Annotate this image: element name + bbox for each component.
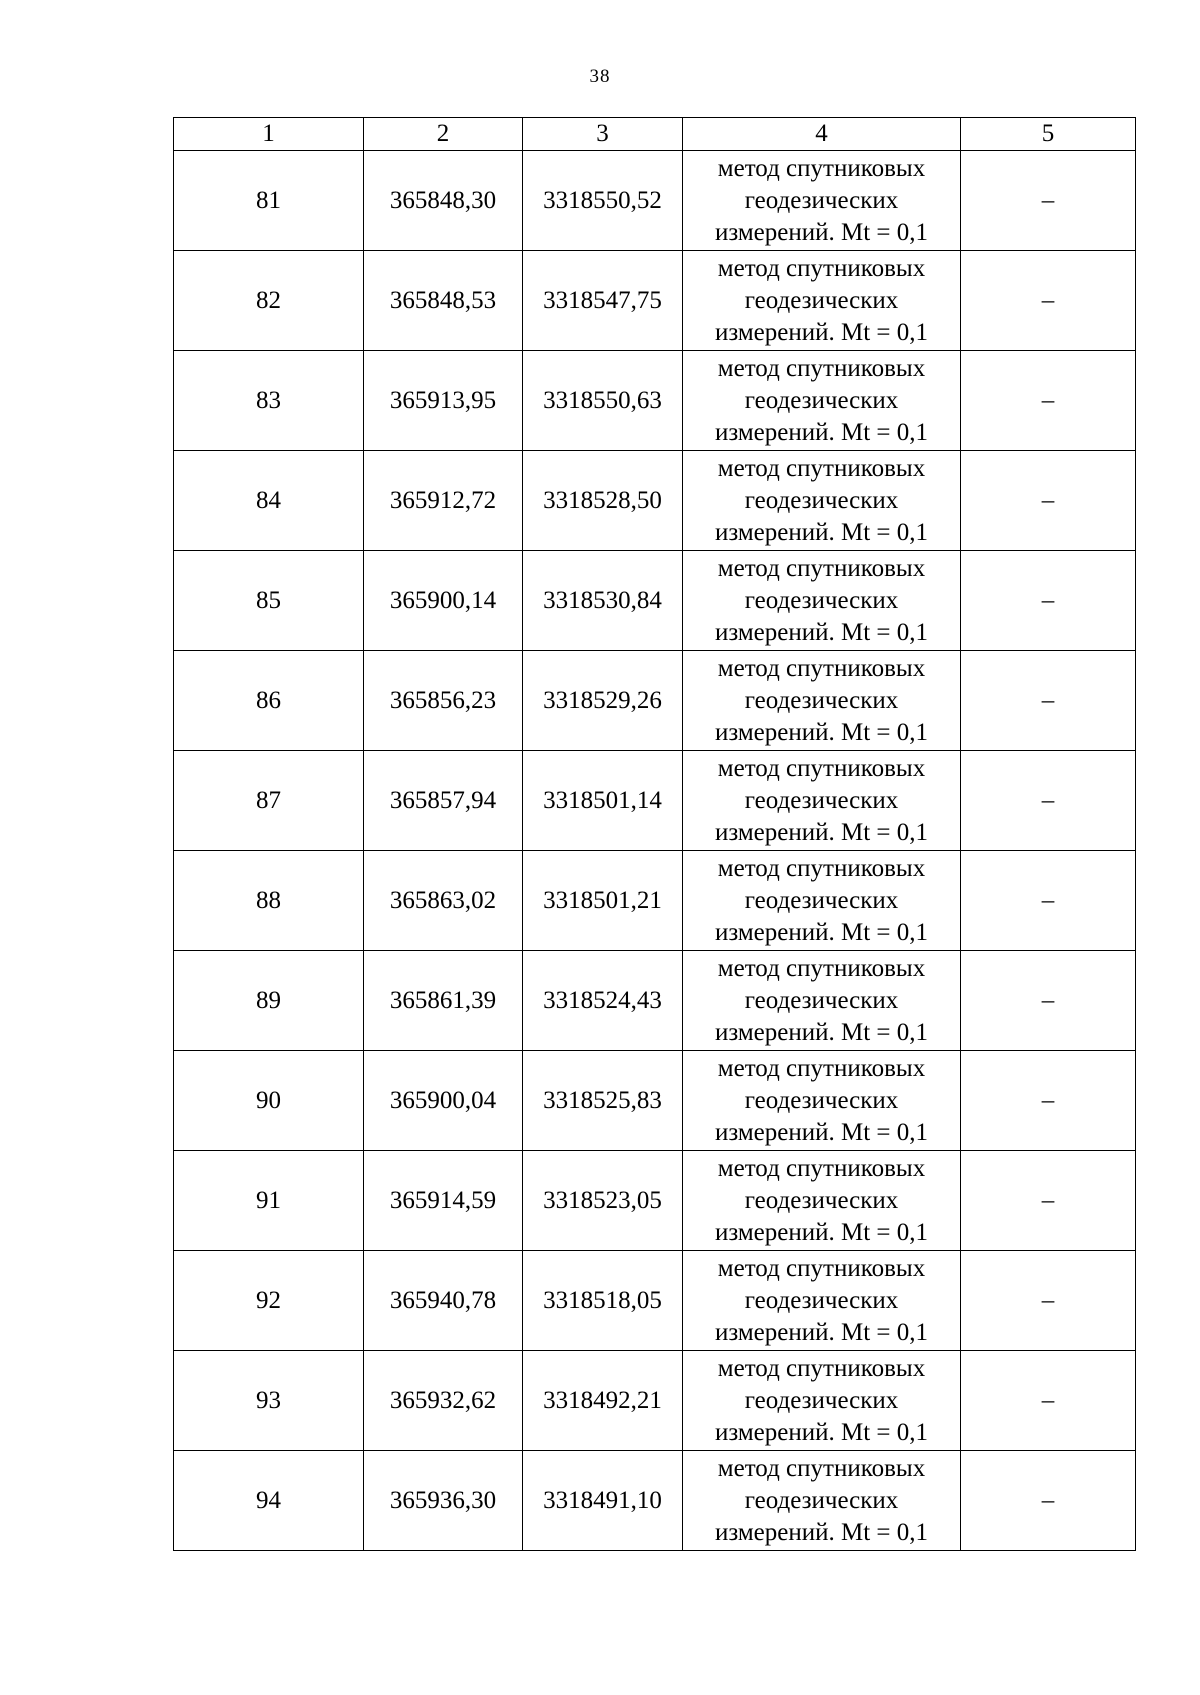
point-number-cell: 83 <box>174 351 364 451</box>
method-line: метод спутниковых <box>717 754 926 782</box>
method-line: измерений. Mt = 0,1 <box>714 918 929 946</box>
y-coordinate-cell: 3318524,43 <box>523 951 683 1051</box>
method-line: метод спутниковых <box>717 154 926 182</box>
table-row <box>174 751 1136 851</box>
method-line: геодезических <box>744 786 899 814</box>
method-line: измерений. Mt = 0,1 <box>714 618 929 646</box>
x-coordinate-cell: 365914,59 <box>364 1151 523 1251</box>
note-cell: – <box>961 551 1136 651</box>
x-coordinate-cell: 365900,04 <box>364 1051 523 1151</box>
y-coordinate-cell: 3318547,75 <box>523 251 683 351</box>
method-cell <box>683 851 961 951</box>
method-cell <box>683 1051 961 1151</box>
note-cell: – <box>961 651 1136 751</box>
point-number-cell: 92 <box>174 1251 364 1351</box>
method-line: метод спутниковых <box>717 554 926 582</box>
table-body <box>174 151 1136 1551</box>
method-line: геодезических <box>744 1086 899 1114</box>
x-coordinate-cell: 365848,30 <box>364 151 523 251</box>
table-row <box>174 1051 1136 1151</box>
y-coordinate-cell: 3318530,84 <box>523 551 683 651</box>
method-line: метод спутниковых <box>717 1254 926 1282</box>
method-line: геодезических <box>744 1386 899 1414</box>
method-line: измерений. Mt = 0,1 <box>714 318 929 346</box>
method-cell <box>683 1151 961 1251</box>
method-line: геодезических <box>744 386 899 414</box>
method-line: геодезических <box>744 686 899 714</box>
method-line: измерений. Mt = 0,1 <box>714 718 929 746</box>
method-line: метод спутниковых <box>717 1354 926 1382</box>
y-coordinate-cell: 3318501,14 <box>523 751 683 851</box>
method-line: измерений. Mt = 0,1 <box>714 1018 929 1046</box>
method-line: метод спутниковых <box>717 654 926 682</box>
point-number-cell: 87 <box>174 751 364 851</box>
x-coordinate-cell: 365900,14 <box>364 551 523 651</box>
y-coordinate-cell: 3318523,05 <box>523 1151 683 1251</box>
note-cell: – <box>961 1151 1136 1251</box>
method-line: геодезических <box>744 186 899 214</box>
y-coordinate-cell: 3318525,83 <box>523 1051 683 1151</box>
x-coordinate-cell: 365932,62 <box>364 1351 523 1451</box>
page-number: 38 <box>589 66 611 87</box>
note-cell: – <box>961 451 1136 551</box>
y-coordinate-cell: 3318492,21 <box>523 1351 683 1451</box>
point-number-cell: 86 <box>174 651 364 751</box>
method-line: метод спутниковых <box>717 454 926 482</box>
point-number-cell: 85 <box>174 551 364 651</box>
note-cell: – <box>961 151 1136 251</box>
x-coordinate-cell: 365856,23 <box>364 651 523 751</box>
table-row <box>174 151 1136 251</box>
y-coordinate-cell: 3318528,50 <box>523 451 683 551</box>
y-coordinate-cell: 3318550,63 <box>523 351 683 451</box>
method-line: геодезических <box>744 486 899 514</box>
point-number-cell: 88 <box>174 851 364 951</box>
x-coordinate-cell: 365857,94 <box>364 751 523 851</box>
method-cell <box>683 1351 961 1451</box>
header-cell-4: 4 <box>683 118 961 151</box>
method-line: геодезических <box>744 986 899 1014</box>
header-cell-1: 1 <box>174 118 364 151</box>
method-cell <box>683 1251 961 1351</box>
y-coordinate-cell: 3318550,52 <box>523 151 683 251</box>
point-number-cell: 90 <box>174 1051 364 1151</box>
coordinates-table <box>173 117 1136 1551</box>
method-cell <box>683 751 961 851</box>
table-row <box>174 1351 1136 1451</box>
method-line: измерений. Mt = 0,1 <box>714 1418 929 1446</box>
x-coordinate-cell: 365940,78 <box>364 1251 523 1351</box>
table-row <box>174 1251 1136 1351</box>
note-cell: – <box>961 851 1136 951</box>
note-cell: – <box>961 1251 1136 1351</box>
header-cell-2: 2 <box>364 118 523 151</box>
method-line: измерений. Mt = 0,1 <box>714 218 929 246</box>
method-line: измерений. Mt = 0,1 <box>714 1118 929 1146</box>
x-coordinate-cell: 365936,30 <box>364 1451 523 1551</box>
method-line: метод спутниковых <box>717 1454 926 1482</box>
method-line: измерений. Mt = 0,1 <box>714 1218 929 1246</box>
point-number-cell: 89 <box>174 951 364 1051</box>
method-line: геодезических <box>744 286 899 314</box>
method-cell <box>683 251 961 351</box>
method-line: метод спутниковых <box>717 254 926 282</box>
table-row <box>174 451 1136 551</box>
header-cell-3: 3 <box>523 118 683 151</box>
note-cell: – <box>961 751 1136 851</box>
method-line: метод спутниковых <box>717 1054 926 1082</box>
point-number-cell: 94 <box>174 1451 364 1551</box>
note-cell: – <box>961 1451 1136 1551</box>
y-coordinate-cell: 3318529,26 <box>523 651 683 751</box>
table-row <box>174 251 1136 351</box>
point-number-cell: 84 <box>174 451 364 551</box>
note-cell: – <box>961 1351 1136 1451</box>
method-cell <box>683 351 961 451</box>
x-coordinate-cell: 365913,95 <box>364 351 523 451</box>
y-coordinate-cell: 3318501,21 <box>523 851 683 951</box>
note-cell: – <box>961 951 1136 1051</box>
method-line: метод спутниковых <box>717 854 926 882</box>
method-line: измерений. Mt = 0,1 <box>714 518 929 546</box>
y-coordinate-cell: 3318518,05 <box>523 1251 683 1351</box>
table-row <box>174 351 1136 451</box>
point-number-cell: 93 <box>174 1351 364 1451</box>
method-cell <box>683 451 961 551</box>
method-line: измерений. Mt = 0,1 <box>714 1318 929 1346</box>
method-line: измерений. Mt = 0,1 <box>714 818 929 846</box>
y-coordinate-cell: 3318491,10 <box>523 1451 683 1551</box>
method-cell <box>683 1451 961 1551</box>
method-cell <box>683 951 961 1051</box>
method-cell <box>683 551 961 651</box>
x-coordinate-cell: 365861,39 <box>364 951 523 1051</box>
x-coordinate-cell: 365848,53 <box>364 251 523 351</box>
table-row <box>174 951 1136 1051</box>
method-line: геодезических <box>744 886 899 914</box>
method-cell <box>683 151 961 251</box>
point-number-cell: 82 <box>174 251 364 351</box>
point-number-cell: 81 <box>174 151 364 251</box>
method-line: измерений. Mt = 0,1 <box>714 418 929 446</box>
method-line: геодезических <box>744 586 899 614</box>
method-line: геодезических <box>744 1186 899 1214</box>
x-coordinate-cell: 365863,02 <box>364 851 523 951</box>
point-number-cell: 91 <box>174 1151 364 1251</box>
x-coordinate-cell: 365912,72 <box>364 451 523 551</box>
method-line: измерений. Mt = 0,1 <box>714 1518 929 1546</box>
method-line: метод спутниковых <box>717 1154 926 1182</box>
method-line: метод спутниковых <box>717 954 926 982</box>
method-cell <box>683 651 961 751</box>
table-header <box>174 118 1136 151</box>
method-line: геодезических <box>744 1286 899 1314</box>
table-row <box>174 551 1136 651</box>
table-row <box>174 1451 1136 1551</box>
table-row <box>174 651 1136 751</box>
table-row <box>174 851 1136 951</box>
header-cell-5: 5 <box>961 118 1136 151</box>
method-line: метод спутниковых <box>717 354 926 382</box>
header-row <box>174 118 1136 151</box>
table-row <box>174 1151 1136 1251</box>
method-line: геодезических <box>744 1486 899 1514</box>
note-cell: – <box>961 1051 1136 1151</box>
note-cell: – <box>961 351 1136 451</box>
note-cell: – <box>961 251 1136 351</box>
